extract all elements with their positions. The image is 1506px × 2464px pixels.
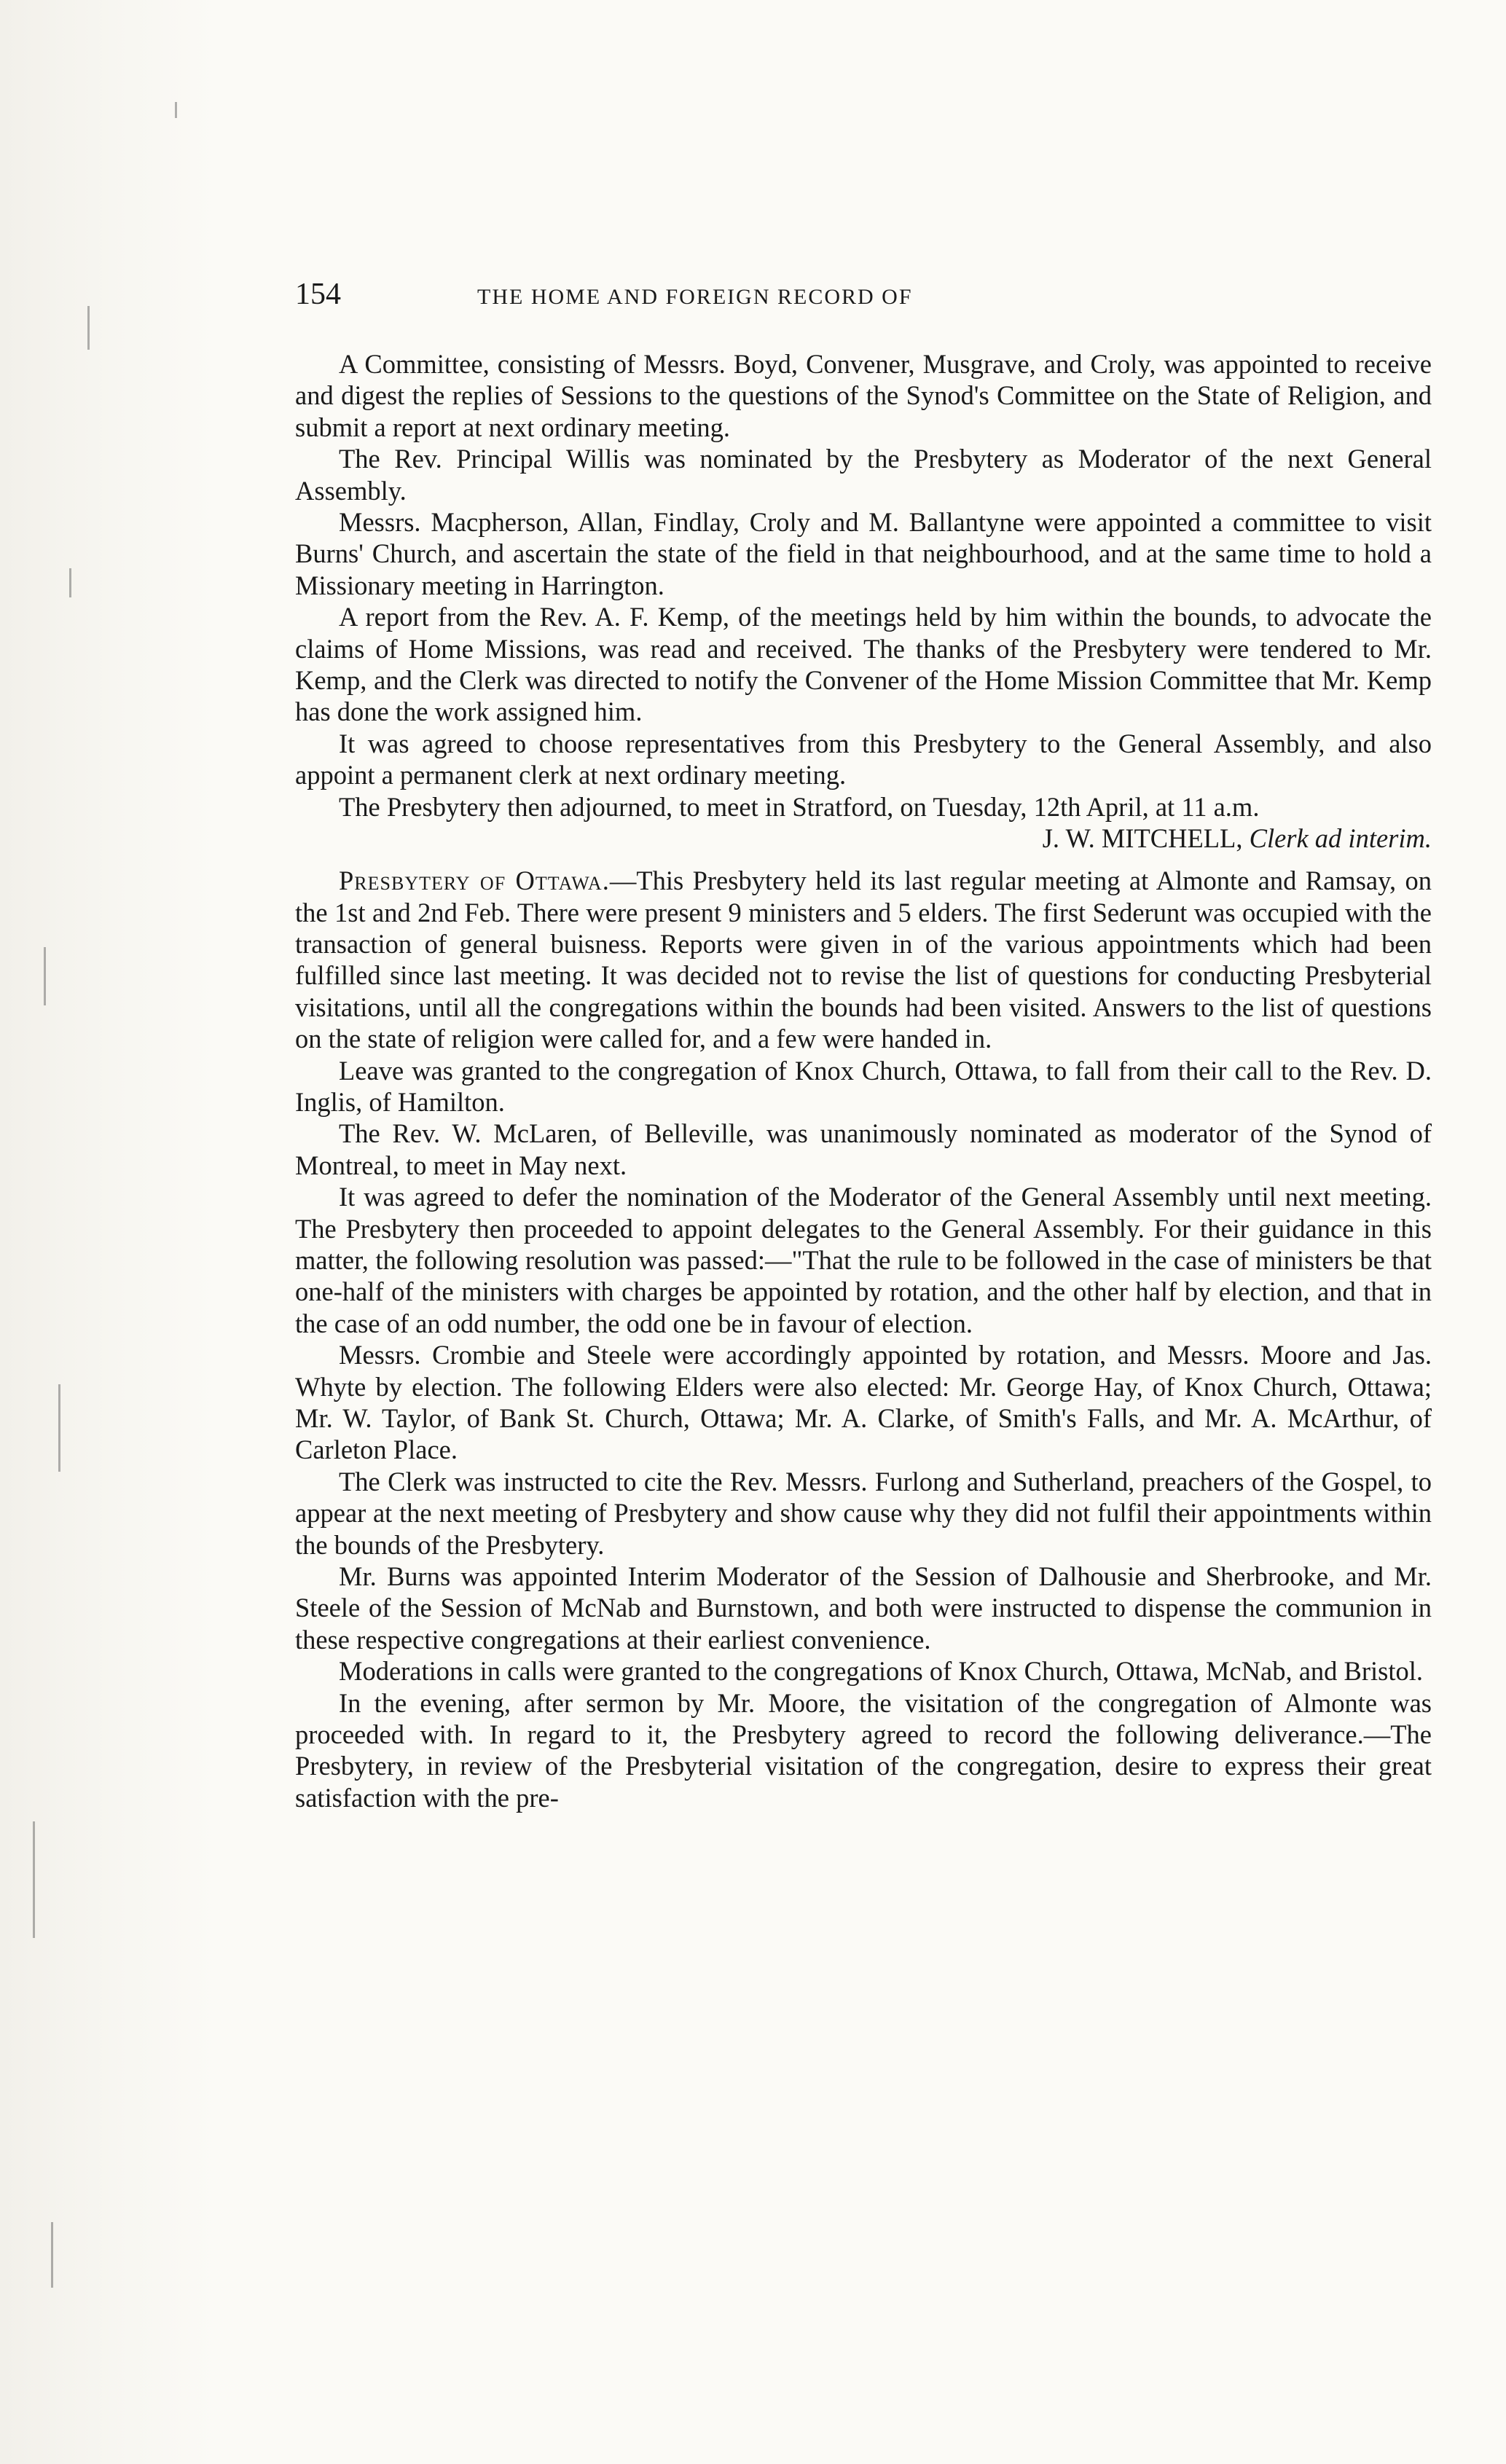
- paragraph: A report from the Rev. A. F. Kemp, of the meetings held by him within the bounds, to advocate the claims of Home Missions, was read and received. The thanks of the Presbytery were tendered to Mr. Kemp, and the Clerk was directed to notify the Convener of the Home Mission Committee that Mr. Kemp has done the work assigned him.: [295, 602, 1432, 727]
- paragraph: Moderations in calls were granted to the congregations of Knox Church, Ottawa, McNab, and Bristol.: [339, 1656, 1424, 1687]
- scanned-binding-margin: [0, 0, 219, 2464]
- paragraph: [295, 865, 1432, 1054]
- paragraph: The Rev. W. McLaren, of Belleville, was unanimously nominated as moderator of the Synod of Montreal, to meet in May next.: [295, 1118, 1432, 1180]
- paragraph: Messrs. Crombie and Steele were accordingly appointed by rotation, and Messrs. Moore and Jas. Whyte by election. The following Elders were also elected: Mr. George Hay, of Knox Church, Ottawa; Mr. W. Taylor, of Bank St. Church, Ottawa; Mr. A. Clarke, of Smith's Falls, and Mr. A. McArthur, of Carleton Place.: [295, 1340, 1432, 1465]
- paragraph: It was agreed to choose representatives from this Presbytery to the General Assembly, and also appoint a permanent clerk at next ordinary meeting.: [295, 728, 1432, 790]
- signature-role: Clerk ad interim.: [1249, 823, 1432, 854]
- scan-mark: [175, 102, 177, 118]
- scan-mark: [69, 568, 71, 597]
- scan-mark: [33, 1821, 35, 1938]
- running-title: THE HOME AND FOREIGN RECORD OF: [477, 285, 913, 309]
- page-number: 154: [295, 278, 341, 311]
- document-page: [295, 277, 1432, 1813]
- scan-mark: [44, 947, 46, 1005]
- paragraph: The Clerk was instructed to cite the Rev. Messrs. Furlong and Sutherland, preachers of the Gospel, to appear at the next meeting of Presbytery and show cause why they did not fulfil their appointments within the bounds of the Presbytery.: [295, 1466, 1432, 1560]
- paragraph: The Rev. Principal Willis was nominated by the Presbytery as Moderator of the next General Assembly.: [295, 444, 1432, 506]
- page-header: [295, 277, 1432, 328]
- signature: [999, 823, 1432, 854]
- paragraph: Mr. Burns was appointed Interim Moderator of the Session of Dalhousie and Sherbrooke, and Mr. Steele of the Session of McNab and Burnstown, and both were instructed to dispense the communion in these respective congregations at their earliest convenience.: [295, 1561, 1432, 1655]
- body-text: [295, 348, 1432, 1813]
- paragraph: A Committee, consisting of Messrs. Boyd, Convener, Musgrave, and Croly, was appointed to receive and digest the replies of Sessions to the questions of the Synod's Committee on the State of Religion, and submit a report at next ordinary meeting.: [295, 349, 1432, 442]
- paragraph: Leave was granted to the congregation of Knox Church, Ottawa, to fall from their call to the Rev. D. Inglis, of Hamilton.: [295, 1055, 1432, 1117]
- paragraph: Messrs. Macpherson, Allan, Findlay, Croly and M. Ballantyne were appointed a committee to visit Burns' Church, and ascertain the state of the field in that neighbourhood, and at the same time to hold a Missionary meeting in Harrington.: [295, 507, 1432, 600]
- section-heading: Presbytery of Ottawa.: [339, 866, 610, 896]
- signature-name: J. W. MITCHELL,: [1042, 823, 1243, 854]
- scan-mark: [58, 1384, 60, 1472]
- paragraph: It was agreed to defer the nomination of the Moderator of the General Assembly until next meeting. The Presbytery then proceeded to appoint delegates to the General Assembly. For their guidance in this matter, the following resolution was passed:—"That the rule to be followed in the case of ministers be that one-half of the ministers with charges be appointed by rotation, and the other half by election, and that in the case of an odd number, the odd one be in favour of election.: [295, 1182, 1432, 1338]
- paragraph: In the evening, after sermon by Mr. Moore, the visitation of the congregation of Almonte was proceeded with. In regard to it, the Presbytery agreed to record the following deliverance.—The Presbytery, in review of the Presbyterial visitation of the congregation, desire to express their great satisfaction with the pre-: [295, 1687, 1432, 1813]
- scan-mark: [87, 306, 90, 350]
- adjournment-text: The Presbytery then adjourned, to meet in Stratford, on Tuesday, 12th April, at 11 a.m.: [339, 791, 1260, 822]
- closing-paragraph: [295, 791, 1432, 854]
- scan-mark: [51, 2222, 53, 2288]
- paragraph-text: —This Presbytery held its last regular meeting at Almonte and Ramsay, on the 1st and 2nd Feb. There were present 9 ministers and 5 elders. The first Sederunt was occupied with the transaction of general buisness. Reports were given in of the various appointments which had been fulfilled since last meeting. It was decided not to revise the list of questions for conducting Presbyterial visitations, until all the congregations within the bounds had been visited. Answers to the list of questions on the state of religion were called for, and a few were handed in.: [295, 866, 1432, 1054]
